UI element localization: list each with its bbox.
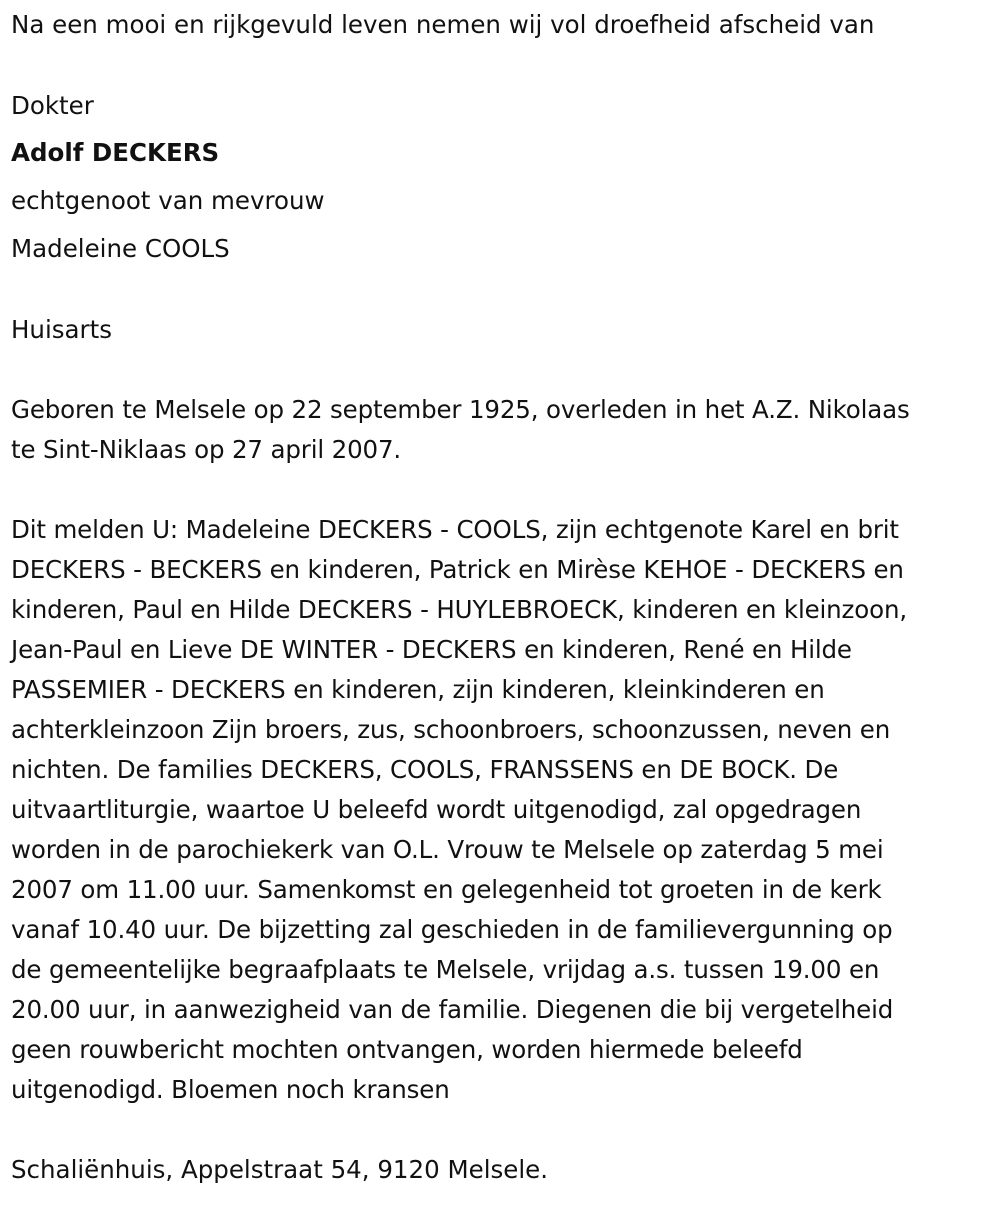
spouse-label: echtgenoot van mevrouw	[11, 186, 325, 215]
paragraph-line: worden in de parochiekerk van O.L. Vrouw te Melsele op zaterdag 5 mei	[11, 835, 884, 864]
birth-death-paragraph	[11, 390, 986, 470]
paragraph-line: 2007 om 11.00 uur. Samenkomst en gelegenheid tot groeten in de kerk	[11, 875, 882, 904]
paragraph-line: uitvaartliturgie, waartoe U beleefd wordt uitgenodigd, zal opgedragen	[11, 795, 862, 824]
intro-text: Na een mooi en rijkgevuld leven nemen wij vol droefheid afscheid van	[11, 10, 875, 39]
paragraph-line: kinderen, Paul en Hilde DECKERS - HUYLEBROECK, kinderen en kleinzoon,	[11, 595, 907, 624]
paragraph-line: Jean-Paul en Lieve DE WINTER - DECKERS en kinderen, René en Hilde	[11, 635, 852, 664]
paragraph-line: de gemeentelijke begraafplaats te Melsele, vrijdag a.s. tussen 19.00 en	[11, 955, 880, 984]
paragraph-line: te Sint-Niklaas op 27 april 2007.	[11, 435, 402, 464]
title-prefix: Dokter	[11, 91, 94, 120]
paragraph-line: nichten. De families DECKERS, COOLS, FRANSSENS en DE BOCK. De	[11, 755, 839, 784]
profession: Huisarts	[11, 315, 112, 344]
paragraph-line: vanaf 10.40 uur. De bijzetting zal geschieden in de familievergunning op	[11, 915, 893, 944]
paragraph-line: 20.00 uur, in aanwezigheid van de familie. Diegenen die bij vergetelheid	[11, 995, 894, 1024]
paragraph-line: geen rouwbericht mochten ontvangen, worden hiermede beleefd	[11, 1035, 803, 1064]
paragraph-line: uitgenodigd. Bloemen noch kransen	[11, 1075, 450, 1104]
spouse-name: Madeleine COOLS	[11, 234, 230, 263]
funeral-home-address: Schaliënhuis, Appelstraat 54, 9120 Melsele.	[11, 1155, 549, 1184]
paragraph-line: achterkleinzoon Zijn broers, zus, schoonbroers, schoonzussen, neven en	[11, 715, 891, 744]
paragraph-line: Dit melden U: Madeleine DECKERS - COOLS, zijn echtgenote Karel en brit	[11, 515, 899, 544]
paragraph-line: PASSEMIER - DECKERS en kinderen, zijn kinderen, kleinkinderen en	[11, 675, 825, 704]
announcement-paragraph	[11, 510, 986, 1110]
deceased-name: Adolf DECKERS	[11, 138, 220, 167]
paragraph-line: Geboren te Melsele op 22 september 1925, overleden in het A.Z. Nikolaas	[11, 395, 910, 424]
paragraph-line: DECKERS - BECKERS en kinderen, Patrick en Mirèse KEHOE - DECKERS en	[11, 555, 904, 584]
